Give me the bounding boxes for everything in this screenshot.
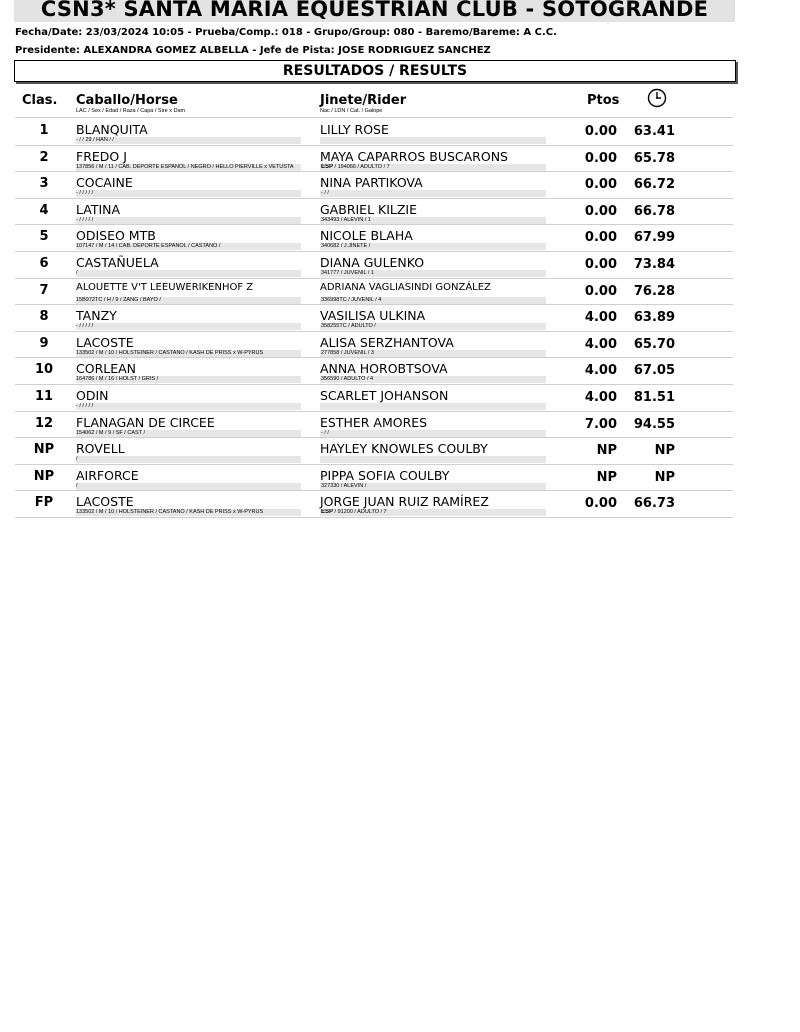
table-row: [15, 438, 733, 465]
table-row: [15, 358, 733, 385]
row-points: 4.00: [584, 390, 617, 405]
row-time: 66.72: [633, 177, 675, 193]
row-horse-info: 137856 / M / 11 / CAB. DEPORTE ESPAÑOL / NEGRO / HELLO PIERVILLE x VETUSTA: [76, 164, 301, 171]
row-horse-name: CASTAÑUELA: [76, 255, 159, 270]
row-points: 0.00: [584, 124, 617, 139]
row-points: 4.00: [584, 363, 617, 379]
results-banner: [14, 60, 736, 82]
row-rider-nationality: ESP: [321, 509, 334, 516]
table-row: [15, 199, 733, 226]
row-horse-name: ODIN: [76, 388, 109, 403]
row-rank: 3: [39, 176, 49, 192]
row-horse-name: BLANQUITA: [76, 122, 148, 137]
officials-info: Presidente: ALEXANDRA GOMEZ ALBELLA - Jefe de Pista: JOSE RODRIGUEZ SANCHEZ: [15, 45, 491, 56]
row-time: 67.05: [633, 363, 675, 379]
row-time: 66.78: [633, 203, 675, 219]
row-rider-name: NICOLE BLAHA: [320, 228, 413, 244]
row-time: NP: [654, 443, 675, 459]
row-rank: NP: [33, 442, 55, 458]
row-horse-name: FREDO J: [76, 148, 127, 164]
row-rider-name: GABRIEL KILZIE: [320, 201, 418, 217]
row-divider: [15, 517, 733, 518]
row-rank: 12: [34, 415, 54, 431]
row-rank: 11: [34, 389, 54, 404]
row-rider-name: ESTHER AMORES: [320, 414, 428, 430]
row-rider-name: ALISA SERZHANTOVA: [320, 334, 454, 350]
row-horse-name: COCAINE: [76, 175, 133, 191]
row-horse-info: 133502 / M / 10 / HOLSTEINER / CASTAÑO / KASH DE PRISS x W-PYRUS: [76, 509, 301, 516]
row-rank: 5: [39, 229, 49, 245]
row-time: 73.84: [633, 257, 675, 272]
row-points: NP: [596, 469, 617, 485]
row-horse-info: 107147 / M / 14 / CAB. DEPORTE ESPAÑOL / CASTAÑO /: [76, 243, 301, 250]
row-horse-info: 154062 / M / 9 / SF / CAST /: [76, 430, 301, 437]
table-row: [15, 491, 733, 518]
row-rider-name: VASILISA ULKINA: [320, 308, 426, 324]
row-rider-info: ESP / 91200 / ADULTO / 7: [320, 509, 546, 516]
table-row: [15, 146, 733, 173]
row-horse-info: 15B972TC / H / 9 / ZANG / BAYO /: [76, 297, 301, 304]
table-row: [15, 465, 733, 492]
row-points: 4.00: [584, 310, 617, 326]
table-row: [15, 412, 733, 439]
row-rider-info: [320, 137, 546, 144]
row-horse-info: - / / / / /: [76, 323, 301, 330]
row-rider-info: 358255TC / ADULTO /: [320, 323, 546, 330]
header-horse: Caballo/Horse: [76, 93, 178, 108]
row-time: 63.41: [633, 124, 675, 139]
row-time: 66.73: [633, 496, 675, 512]
header-divider: [15, 117, 733, 118]
row-rider-name: ADRIANA VAGLIASINDI GONZÁLEZ: [320, 281, 491, 293]
row-rank: 8: [39, 309, 49, 325]
row-time: 94.55: [633, 416, 675, 432]
row-points: 0.00: [584, 150, 617, 166]
row-time: NP: [654, 469, 675, 485]
row-horse-info: /: [76, 456, 301, 463]
row-rider-info: 327330 / ALEVIN /: [320, 483, 546, 490]
table-row: [15, 119, 733, 146]
row-rank: NP: [33, 468, 55, 484]
competition-info: Fecha/Date: 23/03/2024 10:05 - Prueba/Comp.: 018 - Grupo/Group: 080 - Baremo/Bareme: A C.C.: [15, 27, 557, 38]
row-rider-name: MAYA CAPARROS BUSCARONS: [320, 148, 508, 164]
row-rider-name: HAYLEY KNOWLES COULBY: [320, 441, 488, 457]
row-rank: 4: [39, 202, 49, 218]
row-rider-info: 343493 / ALEVIN / 1: [320, 217, 546, 224]
row-rank: FP: [34, 495, 54, 511]
row-rider-name: LILLY ROSE: [320, 122, 389, 137]
row-rider-name: JORGE JUAN RUIZ RAMÍREZ: [320, 494, 489, 510]
row-points: 0.00: [584, 203, 617, 219]
row-horse-info: /: [76, 270, 301, 277]
row-rider-name: SCARLET JOHANSON: [320, 388, 449, 403]
row-rider-info: - / /: [320, 430, 546, 437]
row-rider-info: 356590 / ADULTO / 4: [320, 376, 546, 383]
header-horse-sub: LAC / Sex / Edad / Raza / Capa / Sire x Dam: [76, 108, 186, 114]
row-rider-info: 341777 / JUVENIL / 1: [320, 270, 546, 277]
row-horse-info: - / / 29 / HAN / /: [76, 137, 301, 144]
row-horse-info: 133502 / M / 10 / HOLSTEINER / CASTAÑO / KASH DE PRISS x W-PYRUS: [76, 350, 301, 357]
row-rider-name: PIPPA SOFIA COULBY: [320, 467, 450, 483]
row-horse-name: AIRFORCE: [76, 467, 139, 483]
row-time: 76.28: [633, 283, 675, 299]
row-time: 81.51: [633, 390, 675, 405]
row-rank: 2: [39, 149, 49, 165]
results-label: RESULTADOS / RESULTS: [282, 63, 468, 79]
header-rank: Clas.: [22, 93, 58, 108]
row-rider-name: NINA PARTIKOVA: [320, 175, 423, 191]
row-points: 0.00: [584, 257, 617, 272]
row-points: 0.00: [584, 177, 617, 193]
row-horse-info: /: [76, 483, 301, 490]
table-row: [15, 385, 733, 412]
header-rider-sub: Nac / LDN / Cat. / Galope: [320, 108, 383, 114]
row-rank: 1: [39, 123, 49, 138]
row-rider-name: ANNA HOROBTSOVA: [320, 361, 448, 377]
row-rider-name: DIANA GULENKO: [320, 255, 425, 270]
row-rank: 6: [39, 256, 49, 271]
row-horse-name: CORLEAN: [76, 361, 137, 377]
row-horse-name: FLANAGAN DE CIRCEE: [76, 414, 215, 430]
row-horse-name: LACOSTE: [76, 494, 134, 510]
row-rider-info: 340682 / J.JINETE /: [320, 243, 546, 250]
table-row: [15, 252, 733, 279]
row-points: 0.00: [584, 496, 617, 512]
row-horse-name: ALOUETTE V'T LEEUWERIKENHOF Z: [76, 281, 254, 293]
table-row: [15, 172, 733, 199]
row-horse-info: - / / / / /: [76, 190, 301, 197]
row-rider-info: [320, 403, 546, 410]
row-points: 7.00: [584, 416, 617, 432]
table-row: [15, 305, 733, 332]
row-time: 65.78: [633, 150, 675, 166]
row-rider-info: 277858 / JUVENIL / 3: [320, 350, 546, 357]
row-rank: 9: [39, 335, 49, 351]
row-horse-info: 164786 / M / 16 / HOLST / GRIS /: [76, 376, 301, 383]
row-rider-nationality: ESP: [321, 163, 334, 170]
row-points: 4.00: [584, 336, 617, 352]
header-points: Ptos: [587, 93, 620, 108]
row-horse-info: - / / / / /: [76, 403, 301, 410]
row-points: NP: [596, 443, 617, 459]
row-time: 63.89: [633, 310, 675, 326]
row-horse-name: TANZY: [76, 308, 117, 324]
row-horse-name: ROVELL: [76, 441, 125, 457]
table-row: [15, 225, 733, 252]
row-points: 0.00: [584, 283, 617, 299]
page-title: CSN3* SANTA MARIA EQUESTRIAN CLUB - SOTOGRANDE: [40, 0, 709, 21]
row-rider-info: ESP / 194066 / ADULTO / 7: [320, 164, 546, 171]
row-rider-info: - / /: [320, 190, 546, 197]
row-points: 0.00: [584, 230, 617, 246]
row-rank: 7: [39, 282, 49, 298]
row-time: 65.70: [633, 336, 675, 352]
row-horse-name: LACOSTE: [76, 334, 134, 350]
row-horse-name: LATINA: [76, 201, 121, 217]
row-horse-info: - / / / / /: [76, 217, 301, 224]
clock-icon: [647, 88, 667, 108]
table-row: [15, 332, 733, 359]
row-rider-info: 336998TC / JUVENIL / 4: [320, 297, 546, 304]
header-rider: Jinete/Rider: [320, 93, 407, 108]
row-horse-name: ODISEO MTB: [76, 228, 156, 244]
row-rank: 10: [34, 362, 54, 378]
row-time: 67.99: [633, 230, 675, 246]
table-row: [15, 279, 733, 306]
row-rider-info: [320, 456, 546, 463]
